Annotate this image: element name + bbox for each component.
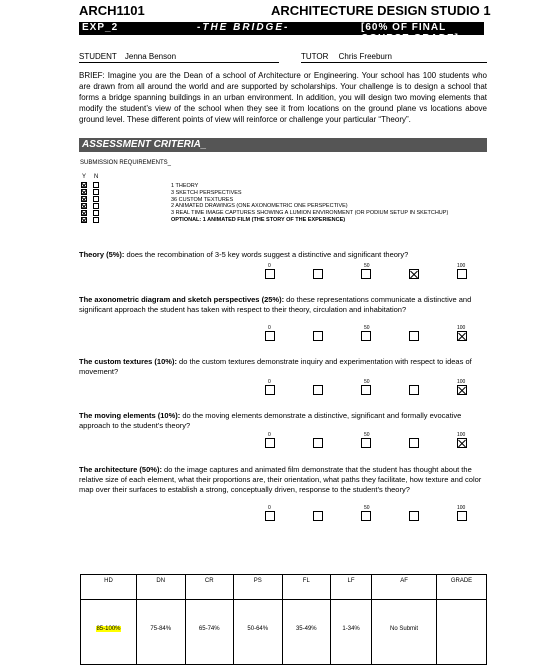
submission-item: 1 THEORY <box>171 183 199 189</box>
submission-item: 3 REAL TIME IMAGE CAPTURES SHOWING A LUMION ENVIRONMENT (OR PODIUM SETUP IN SKETCHUP) <box>171 210 449 217</box>
grade-range: 50-64% <box>234 600 283 665</box>
criterion-question: do the image captures and animated film demonstrate that the student has thought about the relative size of each element, what their proportions are, their orientation, what paths they facilitate, how texture and color map over their surfaces to establish a strong, conceptually driven, response to the student’s theory? <box>79 465 482 494</box>
scale-label-mid: 50 <box>364 432 370 438</box>
rating-checkbox[interactable] <box>457 438 467 448</box>
no-checkbox[interactable] <box>93 203 99 209</box>
scale-label-low: 0 <box>268 325 271 331</box>
rating-checkbox[interactable] <box>361 269 371 279</box>
studio-title: ARCHITECTURE DESIGN STUDIO 1 <box>271 3 491 18</box>
criterion-question: do the custom textures demonstrate inquiry and experimentation with respect to ideas of movement? <box>79 357 472 376</box>
rating-checkbox[interactable] <box>313 511 323 521</box>
scale-label-mid: 50 <box>364 263 370 269</box>
yes-checkbox[interactable] <box>81 217 87 223</box>
grade-header: GRADE <box>436 575 486 600</box>
no-checkbox[interactable] <box>93 189 99 195</box>
no-column-label: N <box>94 174 99 180</box>
rating-checkbox[interactable] <box>265 385 275 395</box>
grade-range: 35-49% <box>282 600 331 665</box>
rating-checkbox[interactable] <box>457 331 467 341</box>
yes-checkbox[interactable] <box>81 203 87 209</box>
rating-checkbox[interactable] <box>457 511 467 521</box>
criterion-question: do these representations communicate a distinctive and significant approach the student has taken with respect to their theory, circulation and inhabitation? <box>79 295 472 314</box>
criterion-title: The custom textures (10%): <box>79 357 177 366</box>
criterion-architecture <box>79 465 489 495</box>
no-checkbox[interactable] <box>93 210 99 216</box>
tutor-row <box>301 52 392 61</box>
grade-range: 75-84% <box>136 600 185 665</box>
grade-header: FL <box>282 575 331 600</box>
student-label: STUDENT <box>79 52 117 61</box>
scale-label-high: 100 <box>457 263 466 269</box>
rating-checkbox[interactable] <box>361 385 371 395</box>
grade-range: 65-74% <box>185 600 234 665</box>
grade-header-row <box>81 575 487 600</box>
scale-label-high: 100 <box>457 325 466 331</box>
submission-item: 36 CUSTOM TEXTURES <box>171 196 234 203</box>
tutor-label: TUTOR <box>301 52 329 61</box>
student-underline <box>79 62 279 63</box>
no-checkbox[interactable] <box>93 182 99 188</box>
rating-checkbox[interactable] <box>361 438 371 448</box>
rating-checkbox[interactable] <box>361 511 371 521</box>
scale-label-high: 100 <box>457 379 466 385</box>
rating-checkbox[interactable] <box>265 511 275 521</box>
scale-label-mid: 50 <box>364 505 370 511</box>
scale-label-high: 100 <box>457 505 466 511</box>
project-bar <box>79 22 484 44</box>
rating-checkbox[interactable] <box>265 331 275 341</box>
rating-checkbox[interactable] <box>265 438 275 448</box>
grade-range <box>81 600 137 665</box>
grade-header: HD <box>81 575 137 600</box>
yes-checkbox[interactable] <box>81 196 87 202</box>
scale-label-mid: 50 <box>364 325 370 331</box>
grade-range-highlight: 85-100% <box>96 626 121 632</box>
scale-label-high: 100 <box>457 432 466 438</box>
brief-text: BRIEF: Imagine you are the Dean of a school of Architecture or Engineering. Your school has 100 students who are drawn from all around the world and are supported by scholarships. Your challenge is to design a school that forms a bridge spanning buildings in an urban environment. In addition, you will design two moving elements that modify the student’s view of the school when they see it from locations on the ground plane vs locations above ground level. These different points of view will reinforce or challenge your particular “Theory”. <box>79 71 487 124</box>
rating-checkbox[interactable] <box>313 385 323 395</box>
criterion-moving-elements <box>79 411 489 431</box>
student-name: Jenna Benson <box>124 52 177 61</box>
course-code: ARCH1101 <box>79 3 145 18</box>
tutor-name: Chris Freeburn <box>338 52 392 61</box>
scale-label-low: 0 <box>268 263 271 269</box>
criterion-title: The moving elements (10%): <box>79 411 181 420</box>
grade-table <box>80 574 487 665</box>
scale-label-low: 0 <box>268 379 271 385</box>
yes-column-label: Y <box>82 174 87 180</box>
grade-weight: [60% OF FINAL COURSE GRADE] <box>361 22 460 44</box>
rating-checkbox[interactable] <box>265 269 275 279</box>
grade-header: AF <box>372 575 437 600</box>
no-checkbox[interactable] <box>93 217 99 223</box>
grade-header: PS <box>234 575 283 600</box>
rating-checkbox[interactable] <box>361 331 371 341</box>
grade-value <box>436 600 486 665</box>
rating-checkbox[interactable] <box>457 269 467 279</box>
criterion-axonometric <box>79 295 489 315</box>
criterion-textures <box>79 357 489 377</box>
criterion-theory <box>79 250 489 260</box>
yes-checkbox[interactable] <box>81 182 87 188</box>
grade-header: DN <box>136 575 185 600</box>
grade-header: CR <box>185 575 234 600</box>
submission-item: OPTIONAL: 1 ANIMATED FILM (THE STORY OF THE EXPERIENCE) <box>171 216 346 223</box>
rating-checkbox[interactable] <box>409 269 419 279</box>
grade-range: No Submit <box>372 600 437 665</box>
criterion-question: do the moving elements demonstrate a distinctive, significant and formally evocative approach to the student’s theory? <box>79 411 462 430</box>
yes-checkbox[interactable] <box>81 210 87 216</box>
yes-checkbox[interactable] <box>81 189 87 195</box>
rating-checkbox[interactable] <box>313 269 323 279</box>
submission-title: SUBMISSION REQUIREMENTS_ <box>80 160 172 166</box>
criterion-question: does the recombination of 3-5 key words suggest a distinctive and significant theory? <box>124 250 409 259</box>
rating-checkbox[interactable] <box>313 438 323 448</box>
rating-checkbox[interactable] <box>409 385 419 395</box>
scale-label-mid: 50 <box>364 379 370 385</box>
scale-label-low: 0 <box>268 505 271 511</box>
submission-item: 2 ANIMATED DRAWINGS (ONE AXONOMETRIC ONE PERSPECTIVE) <box>171 203 348 210</box>
rating-checkbox[interactable] <box>409 438 419 448</box>
assessment-heading: ASSESSMENT CRITERIA_ <box>79 138 487 152</box>
no-checkbox[interactable] <box>93 196 99 202</box>
grade-range: 1-34% <box>331 600 372 665</box>
rating-checkbox[interactable] <box>457 385 467 395</box>
submission-item: 3 SKETCH PERSPECTIVES <box>171 189 242 196</box>
criterion-title: The axonometric diagram and sketch perspectives (25%): <box>79 295 285 304</box>
submission-list <box>171 183 448 224</box>
criterion-title: Theory (5%): <box>79 250 125 259</box>
rating-checkbox[interactable] <box>409 331 419 341</box>
student-row <box>79 52 176 61</box>
criterion-title: The architecture (50%): <box>79 465 162 474</box>
scale-label-low: 0 <box>268 432 271 438</box>
grade-header: LF <box>331 575 372 600</box>
exp-label: EXP_2 <box>82 22 119 33</box>
rating-checkbox[interactable] <box>409 511 419 521</box>
grade-range-row <box>81 600 487 665</box>
rating-checkbox[interactable] <box>313 331 323 341</box>
project-title: -THE BRIDGE- <box>197 22 290 33</box>
tutor-underline <box>301 62 487 63</box>
